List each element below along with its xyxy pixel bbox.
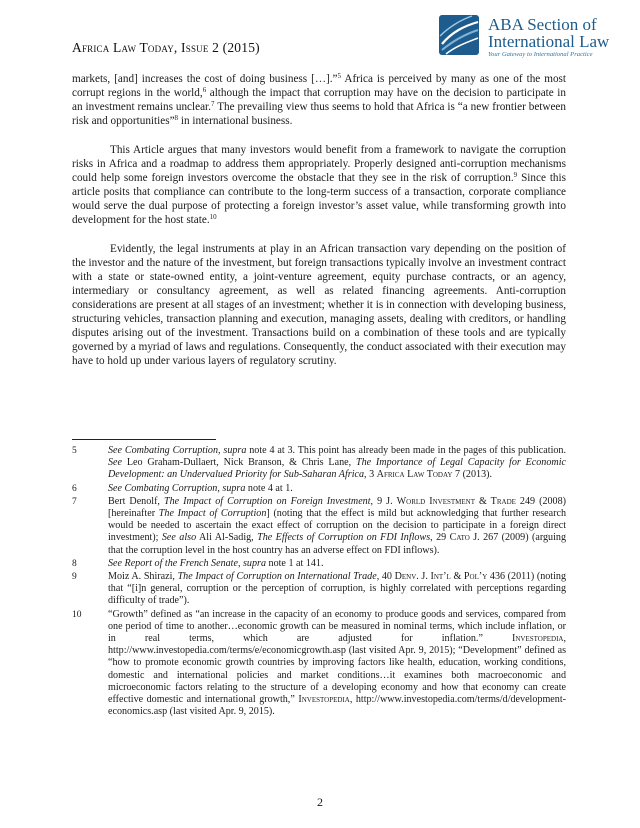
footnote-number: 8 [72,558,77,569]
main-text [72,72,566,383]
globe-icon [438,14,482,56]
footnote-number: 6 [72,483,77,494]
paragraph-1: markets, [and] increases the cost of doing business […].”$^5$ Africa is perceived by many as one of the most corrupt regions in the world,$^6$ although the impact that corruption may have on the decision to participate in an investment remains unclear.$^7$ The prevailing view thus seems to hold that Africa is “a new frontier between risk and opportunities”$^8$ in international business. [72,72,566,127]
footnote-text: Moiz A. Shirazi, The Impact of Corruption on International Trade, 40 Denv. J. Int’l & Pol’y 436 (2011) (noting that “[i]n general, corruption or the perception of corruption, is highly correlated with perceptions regarding difficulty of trade”). [108,571,566,607]
footnote-divider [72,439,216,440]
footnote-ref-8[interactable]: 8 [174,114,179,122]
footnote-number: 9 [72,572,77,583]
footnote-text: “Growth” defined as “an increase in the capacity of an economy to produce goods and services, compared from one period of time to another…economic growth can be measured in nominal terms, which include inflation, or in real terms, which are adjusted for inflation.” Investopedia, http://www.investopedia.com/terms/e/economicgrowth.asp (last visited Apr. 9, 2015); “Development” defined as “how to promote economic growth countries by improving factors like health, education, working conditions, domestic and international policies and market conditions…it examines both macroeconomic and microeconomic factors relating to the structure of a developing economy and how that economy can create effective domestic and international growth,” Investopedia, http://www.investopedia.com/terms/d/development-economics.asp (last visited Apr. 9, 2015). [108,608,567,718]
footnote-10 [72,609,566,719]
running-header: Africa Law Today, Issue 2 (2015) [72,40,260,55]
footnote-number: 10 [72,609,82,620]
paragraph-2: This Article argues that many investors would benefit from a framework to navigate the corruption risks in Africa and a roadmap to address them appropriately. Properly designed anti-corruption mechanisms could help some foreign investors overcome the obstacle that they see in the risk of corruption.$^9$ Since this article posits that compliance can contribute to the long-term success of a transaction, corporate compliance would serve the dual purpose of protecting a foreign investor’s asset value, while transforming growth into development for the host state.$^{10}$ [72,144,566,226]
footnote-ref-6[interactable]: 6 [202,86,207,94]
footnote-number: 5 [72,446,77,456]
aba-logo [438,14,608,58]
footnote-ref-7[interactable]: 7 [210,100,215,108]
logo-tagline: Your Gateway to International Practice [488,51,593,58]
footnote-text: See Combating Corruption, supra note 4 at 3. This point has already been made in the pages of this publication. See Leo Graham-Dullaert, Nick Branson, & Chris Lane, The Importance of Legal Capacity for Economic Development: an Undervalued Priority for Sub-Saharan Africa, 3 Africa Law Today 7 (2013). [108,445,566,481]
logo-line2: International Law [488,32,610,51]
footnote-8 [72,558,566,570]
footnote-ref-9[interactable]: 9 [513,171,518,179]
logo-line1: ABA Section of [488,15,597,34]
footnote-text: See Combating Corruption, supra note 4 at 1. [108,482,293,494]
footnote-ref-5[interactable]: 5 [337,72,341,80]
footnote-9 [72,571,566,608]
footnote-5 [72,445,566,482]
footnotes [72,445,566,719]
footnote-7 [72,496,566,557]
footnote-6 [72,483,566,495]
footnote-number: 7 [72,496,77,507]
footnote-ref-10[interactable]: 10 [209,213,217,221]
paragraph-3: Evidently, the legal instruments at play in an African transaction vary depending on the position of the investor and the nature of the investment, but foreign transactions typically involve an investment contract with a state or state-owned entity, a joint-venture agreement, equity purchase contracts, or an agency, intermediary or consultancy agreement, as well as related financing agreements. Anti-corruption considerations are present at all stages of an investment; whether it is in connection with developing business, structuring vehicles, transaction planning and execution, managing assets, dealing with creditors, or handling disputes arising out of the investment. Transactions build on a combination of these tools and are typically governed by a myriad of laws and regulations. Consequently, the conduct associated with their execution may have to hold up under various layers of regulatory scrutiny. [72,243,566,367]
page-number: 2 [317,795,323,809]
footnote-text: See Report of the French Senate, supra note 1 at 141. [108,557,324,569]
footnote-text: Bert Denolf, The Impact of Corruption on Foreign Investment, 9 J. World Investment & Trade 249 (2008) [hereinafter The Impact of Corruption] (noting that the effect is mild but acknowledging that further research would be needed to ascertain the exact effect of corruption on the decision to participate in a foreign direct investment); See also Ali Al-Sadig, The Effects of Corruption on FDI Inflows, 29 Cato J. 267 (2009) (arguing that the corruption level in the host country has an adverse effect on FDI inflows). [108,495,566,556]
